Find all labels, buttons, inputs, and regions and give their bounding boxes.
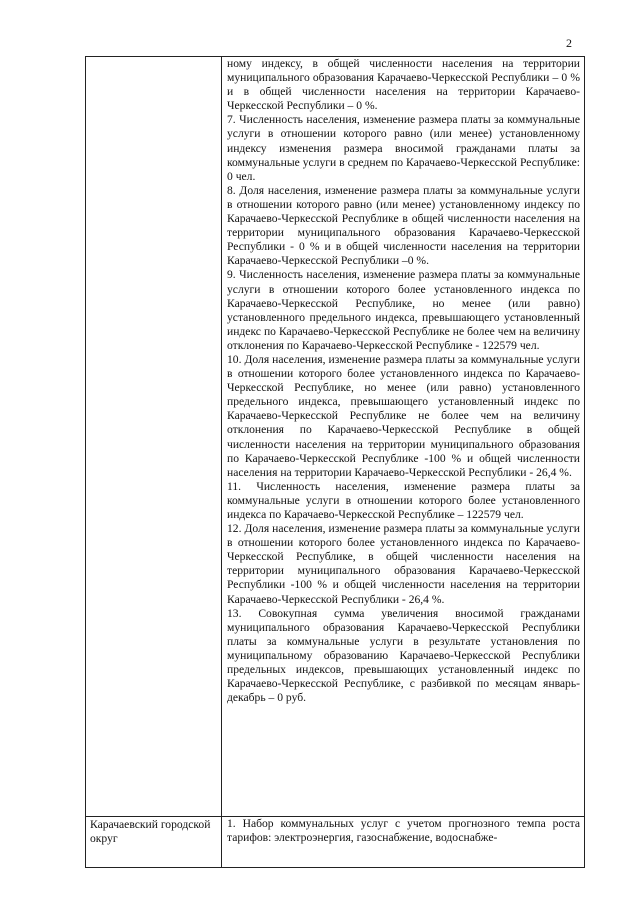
municipality-name: Карачаевский городской округ	[90, 818, 211, 846]
municipality-cell	[86, 57, 222, 817]
indicator-paragraph: 12. Доля населения, изменение размера платы за коммунальные услуги в отношении которого более установленного индекса по Карачаево-Черкесской Республике, в общей численности населения на территории муниципального образования Карачаево-Черкесской Республики -100 % и общей численности населения на территории Карачаево-Черкесской Республики - 26,4 %.	[227, 522, 580, 606]
municipality-cell	[86, 817, 222, 868]
indicator-paragraph: 8. Доля населения, изменение размера платы за коммунальные услуги в отношении которого равно (или менее) установленному индексу по Карачаево-Черкесской Республике в общей численности населения на территории муниципального образования Карачаево-Черкесской Республики - 0 % и в общей численности населения на территории Карачаево-Черкесской Республики –0 %.	[227, 183, 580, 268]
indicator-paragraph: 10. Доля населения, изменение размера платы за коммунальные услуги в отношении которого более установленного индекса по Карачаево-Черкесской Республике, но менее (или равно) установленного предельного индекса, превышающего установленный индекс по Карачаево-Черкесской Республике не более чем на величину отклонения по Карачаево-Черкесской Республике в общей численности населения на территории муниципального образования по Карачаево-Черкесской Республике -100 % и общей численности населения на территории Карачаево-Черкесской Республики - 26,4 %.	[227, 352, 580, 479]
indicator-paragraph: 7. Численность населения, изменение размера платы за коммунальные услуги в отношении которого равно (или менее) установленному индексу изменения размера вносимой гражданами платы за коммунальные услуги в среднем по Карачаево-Черкесской Республике: 0 чел.	[227, 113, 580, 183]
indicator-paragraph: 13. Совокупная сумма увеличения вносимой гражданами муниципального образования Карачаево-Черкесской Республики платы за коммунальные услуги в результате установления по муниципальному образованию Карачаево-Черкесской Республики предельных индексов, превышающих установленный индекс по Карачаево-Черкесской Республике, с разбивкой по месяцам январь-декабрь – 0 руб.	[227, 606, 580, 705]
table-row	[86, 57, 585, 817]
table-row	[86, 817, 585, 868]
municipal-table	[85, 56, 585, 868]
indicator-paragraph: 9. Численность населения, изменение размера платы за коммунальные услуги в отношении которого более установленного индекса по Карачаево-Черкесской Республике, но менее (или равно) установленного предельного индекса, превышающего установленный индекс по Карачаево-Черкесской Республике не более чем на величину отклонения по Карачаево-Черкесской Республике - 122579 чел.	[227, 268, 580, 352]
indicators-cell	[222, 57, 585, 817]
municipality-name	[86, 57, 221, 58]
indicators-cell	[222, 817, 585, 868]
indicator-paragraph: 1. Набор коммунальных услуг с учетом прогнозного темпа роста тарифов: электроэнергия, газоснабжение, водоснабже-	[227, 817, 580, 845]
page-number: 2	[566, 36, 572, 50]
indicator-paragraph: ному индексу, в общей численности населения на территории муниципального образования Карачаево-Черкесской Республики – 0 % и в общей численности населения на территории Карачаево-Черкесской Республики – 0 %.	[227, 57, 580, 113]
indicator-paragraph: 11. Численность населения, изменение размера платы за коммунальные услуги в отношении которого более установленного индекса по Карачаево-Черкесской Республике – 122579 чел.	[227, 479, 580, 521]
